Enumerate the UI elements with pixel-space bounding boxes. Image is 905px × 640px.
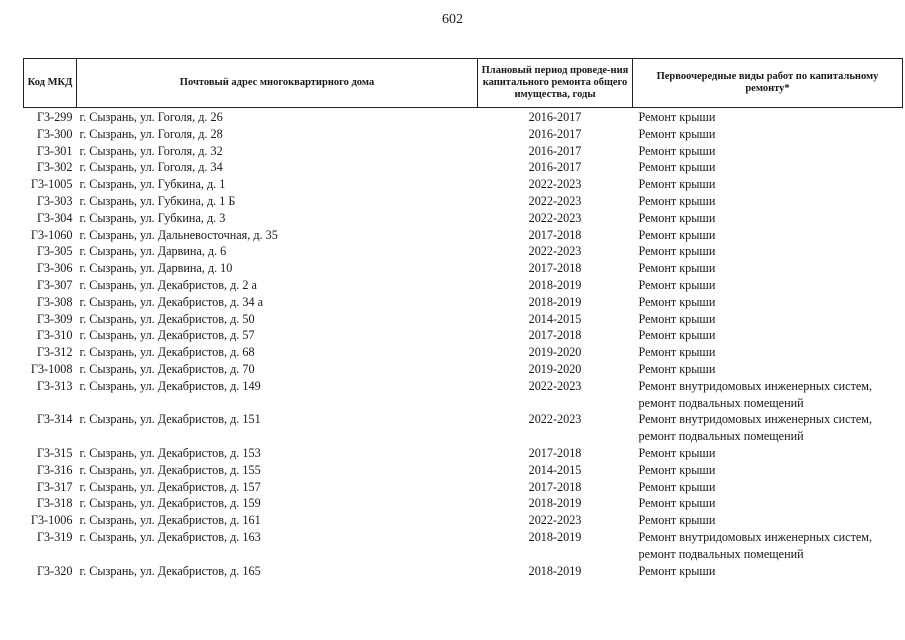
cell-address: г. Сызрань, ул. Дальневосточная, д. 35	[79, 227, 278, 242]
table-row	[24, 143, 903, 160]
repair-plan-table-container	[23, 58, 902, 579]
cell-period: 2014-2015	[528, 311, 582, 326]
cell-code: Г3-310	[37, 328, 73, 343]
cell-code: Г3-314	[37, 412, 73, 427]
cell-address: г. Сызрань, ул. Дарвина, д. 10	[79, 261, 233, 276]
works-line: Ремонт крыши	[638, 311, 716, 326]
cell-code: Г3-315	[37, 445, 73, 460]
cell-code: Г3-301	[37, 143, 73, 158]
cell-period: 2018-2019	[528, 294, 582, 309]
cell-code: Г3-308	[37, 294, 73, 309]
works-line: Ремонт крыши	[638, 479, 716, 494]
table-row	[24, 210, 903, 227]
cell-period: 2022-2023	[528, 513, 582, 528]
cell-code: Г3-304	[37, 210, 73, 225]
cell-period: 2017-2018	[528, 261, 582, 276]
header-works: Первоочередные виды работ по капитальному ремонту*	[633, 59, 903, 108]
table-row	[24, 529, 903, 563]
table-row	[24, 126, 903, 143]
cell-address: г. Сызрань, ул. Гоголя, д. 28	[79, 126, 223, 141]
cell-period: 2022-2023	[528, 412, 582, 427]
cell-code: Г3-313	[37, 378, 73, 393]
cell-address: г. Сызрань, ул. Декабристов, д. 161	[79, 513, 261, 528]
cell-address: г. Сызрань, ул. Декабристов, д. 50	[79, 311, 255, 326]
header-period: Плановый период проведе-ния капитального ремонта общего имущества, годы	[478, 59, 633, 108]
cell-period: 2022-2023	[528, 244, 582, 259]
works-line: Ремонт крыши	[638, 193, 716, 208]
cell-address: г. Сызрань, ул. Декабристов, д. 159	[79, 496, 261, 511]
cell-works	[633, 445, 903, 462]
table-row	[24, 361, 903, 378]
cell-address: г. Сызрань, ул. Декабристов, д. 155	[79, 462, 261, 477]
table-row	[24, 243, 903, 260]
works-line: Ремонт крыши	[638, 126, 716, 141]
cell-period: 2017-2018	[528, 328, 582, 343]
table-row	[24, 462, 903, 479]
cell-address: г. Сызрань, ул. Декабристов, д. 151	[79, 412, 261, 427]
cell-works	[633, 210, 903, 227]
cell-code: Г3-312	[37, 345, 73, 360]
cell-address: г. Сызрань, ул. Губкина, д. 1	[79, 177, 226, 192]
table-body	[24, 108, 903, 580]
cell-period: 2019-2020	[528, 361, 582, 376]
cell-period: 2018-2019	[528, 563, 582, 578]
works-line: Ремонт крыши	[638, 563, 716, 578]
cell-period: 2016-2017	[528, 160, 582, 175]
header-address: Почтовый адрес многоквартирного дома	[77, 59, 478, 108]
cell-works	[633, 176, 903, 193]
table-row	[24, 445, 903, 462]
table-row	[24, 479, 903, 496]
cell-period: 2017-2018	[528, 479, 582, 494]
cell-period: 2019-2020	[528, 345, 582, 360]
cell-code: Г3-307	[37, 277, 73, 292]
cell-works	[633, 327, 903, 344]
cell-address: г. Сызрань, ул. Гоголя, д. 32	[79, 143, 223, 158]
works-line: ремонт подвальных помещений	[638, 395, 804, 410]
cell-works	[633, 378, 903, 412]
works-line: ремонт подвальных помещений	[638, 429, 804, 444]
cell-works	[633, 512, 903, 529]
cell-period: 2016-2017	[528, 126, 582, 141]
cell-works	[633, 260, 903, 277]
cell-code: Г3-1005	[30, 177, 73, 192]
cell-address: г. Сызрань, ул. Декабристов, д. 157	[79, 479, 261, 494]
cell-address: г. Сызрань, ул. Декабристов, д. 2 а	[79, 277, 257, 292]
table-row	[24, 344, 903, 361]
cell-code: Г3-302	[37, 160, 73, 175]
cell-period: 2016-2017	[528, 143, 582, 158]
cell-works	[633, 294, 903, 311]
cell-address: г. Сызрань, ул. Декабристов, д. 153	[79, 445, 261, 460]
table-row	[24, 378, 903, 412]
cell-works	[633, 462, 903, 479]
works-line: Ремонт крыши	[638, 496, 716, 511]
table-row	[24, 411, 903, 445]
works-line: Ремонт крыши	[638, 227, 716, 242]
works-line: Ремонт крыши	[638, 513, 716, 528]
works-line: Ремонт крыши	[638, 294, 716, 309]
cell-code: Г3-319	[37, 529, 73, 544]
cell-address: г. Сызрань, ул. Декабристов, д. 70	[79, 361, 255, 376]
cell-address: г. Сызрань, ул. Декабристов, д. 163	[79, 529, 261, 544]
works-line: Ремонт крыши	[638, 244, 716, 259]
cell-works	[633, 529, 903, 563]
cell-code: Г3-1060	[30, 227, 73, 242]
works-line: Ремонт внутридомовых инженерных систем,	[638, 412, 873, 427]
cell-period: 2018-2019	[528, 277, 582, 292]
cell-period: 2018-2019	[528, 496, 582, 511]
cell-address: г. Сызрань, ул. Гоголя, д. 34	[79, 160, 223, 175]
table-row	[24, 563, 903, 580]
works-line: Ремонт крыши	[638, 462, 716, 477]
cell-period: 2014-2015	[528, 462, 582, 477]
cell-period: 2017-2018	[528, 445, 582, 460]
cell-code: Г3-1008	[30, 361, 73, 376]
works-line: Ремонт крыши	[638, 328, 716, 343]
cell-works	[633, 563, 903, 580]
works-line: Ремонт крыши	[638, 110, 716, 124]
cell-period: 2022-2023	[528, 378, 582, 393]
cell-address: г. Сызрань, ул. Декабристов, д. 57	[79, 328, 255, 343]
cell-works	[633, 108, 903, 126]
works-line: Ремонт крыши	[638, 177, 716, 192]
table-row	[24, 495, 903, 512]
works-line: Ремонт крыши	[638, 345, 716, 360]
cell-works	[633, 126, 903, 143]
cell-works	[633, 227, 903, 244]
works-line: Ремонт крыши	[638, 210, 716, 225]
cell-address: г. Сызрань, ул. Губкина, д. 1 Б	[79, 193, 236, 208]
cell-works	[633, 361, 903, 378]
cell-address: г. Сызрань, ул. Губкина, д. 3	[79, 210, 226, 225]
cell-works	[633, 479, 903, 496]
cell-address: г. Сызрань, ул. Дарвина, д. 6	[79, 244, 227, 259]
table-header-row	[24, 59, 903, 108]
cell-works	[633, 277, 903, 294]
cell-code: Г3-320	[37, 563, 73, 578]
cell-code: Г3-316	[37, 462, 73, 477]
cell-code: Г3-1006	[30, 513, 73, 528]
cell-code: Г3-303	[37, 193, 73, 208]
header-code: Код МКД	[24, 59, 77, 108]
works-line: Ремонт внутридомовых инженерных систем,	[638, 529, 873, 544]
table-row	[24, 311, 903, 328]
table-row	[24, 277, 903, 294]
works-line: Ремонт крыши	[638, 143, 716, 158]
table-row	[24, 512, 903, 529]
works-line: Ремонт крыши	[638, 160, 716, 175]
cell-works	[633, 243, 903, 260]
table-header	[24, 59, 903, 108]
cell-code: Г3-306	[37, 261, 73, 276]
table-row	[24, 227, 903, 244]
cell-code: Г3-305	[37, 244, 73, 259]
cell-period: 2016-2017	[528, 110, 582, 124]
table-row	[24, 176, 903, 193]
table-row	[24, 108, 903, 126]
cell-works	[633, 411, 903, 445]
table-row	[24, 193, 903, 210]
repair-plan-table	[23, 58, 903, 579]
cell-code: Г3-300	[37, 126, 73, 141]
cell-address: г. Сызрань, ул. Декабристов, д. 34 а	[79, 294, 264, 309]
cell-works	[633, 311, 903, 328]
works-line: Ремонт внутридомовых инженерных систем,	[638, 378, 873, 393]
works-line: ремонт подвальных помещений	[638, 546, 804, 561]
cell-period: 2022-2023	[528, 177, 582, 192]
table-row	[24, 159, 903, 176]
works-line: Ремонт крыши	[638, 361, 716, 376]
works-line: Ремонт крыши	[638, 277, 716, 292]
page-number: 602	[442, 12, 463, 27]
cell-address: г. Сызрань, ул. Декабристов, д. 165	[79, 563, 261, 578]
table-row	[24, 294, 903, 311]
cell-code: Г3-309	[37, 311, 73, 326]
works-line: Ремонт крыши	[638, 445, 716, 460]
works-line: Ремонт крыши	[638, 261, 716, 276]
table-row	[24, 260, 903, 277]
table-row	[24, 327, 903, 344]
cell-address: г. Сызрань, ул. Декабристов, д. 149	[79, 378, 261, 393]
cell-works	[633, 495, 903, 512]
cell-period: 2022-2023	[528, 193, 582, 208]
cell-works	[633, 159, 903, 176]
cell-period: 2022-2023	[528, 210, 582, 225]
cell-period: 2018-2019	[528, 529, 582, 544]
cell-works	[633, 143, 903, 160]
cell-code: Г3-299	[37, 110, 73, 124]
cell-code: Г3-318	[37, 496, 73, 511]
cell-period: 2017-2018	[528, 227, 582, 242]
cell-address: г. Сызрань, ул. Декабристов, д. 68	[79, 345, 255, 360]
cell-works	[633, 193, 903, 210]
cell-works	[633, 344, 903, 361]
cell-code: Г3-317	[37, 479, 73, 494]
cell-address: г. Сызрань, ул. Гоголя, д. 26	[79, 110, 223, 124]
